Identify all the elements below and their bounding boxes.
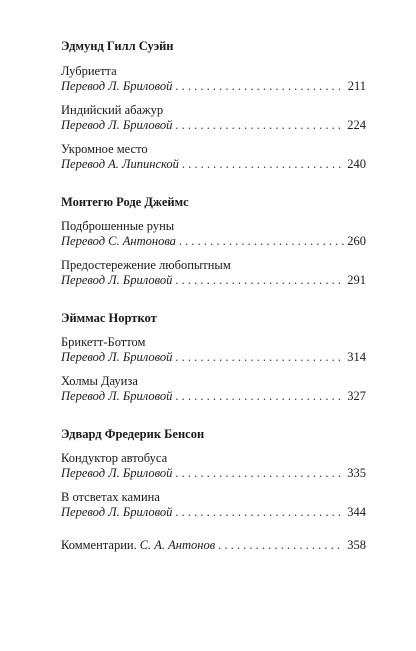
page-number: 291: [347, 273, 366, 287]
dot-leader: [175, 389, 344, 404]
story-title: Предостережение любопытным: [61, 258, 231, 272]
toc-section: [61, 194, 366, 288]
dot-leader: [175, 466, 344, 481]
page-number: 327: [347, 389, 366, 403]
page-number: 335: [347, 466, 366, 480]
toc-entry: [61, 451, 366, 481]
toc-entry: [61, 64, 366, 94]
translator-credit: Перевод Л. Бриловой: [61, 79, 173, 93]
toc-entry: [61, 374, 366, 404]
toc-entry: [61, 142, 366, 172]
translator-line: [61, 79, 366, 94]
dot-leader: [182, 157, 344, 172]
commentary-label: Комментарии.: [61, 538, 137, 552]
dot-leader: [218, 538, 344, 553]
toc-entry: [61, 335, 366, 365]
translator-credit: Перевод Л. Бриловой: [61, 505, 173, 519]
dot-leader: [175, 79, 344, 94]
toc-section: [61, 426, 366, 520]
translator-credit: Перевод С. Антонова: [61, 234, 176, 248]
table-of-contents: [61, 38, 366, 553]
translator-line: [61, 350, 366, 365]
story-title: В отсветах камина: [61, 490, 160, 504]
translator-credit: Перевод Л. Бриловой: [61, 389, 173, 403]
page-number: 211: [347, 79, 366, 93]
translator-credit: Перевод А. Липинской: [61, 157, 179, 171]
dot-leader: [179, 234, 344, 249]
story-title: Укромное место: [61, 142, 148, 156]
translator-line: [61, 118, 366, 133]
author-name: Эдвард Фредерик Бенсон: [61, 427, 205, 441]
translator-line: [61, 466, 366, 481]
page-number: 224: [347, 118, 366, 132]
toc-entry: [61, 490, 366, 520]
story-title: Лубриетта: [61, 64, 117, 78]
dot-leader: [175, 350, 344, 365]
story-title: Кондуктор автобуса: [61, 451, 168, 465]
toc-section: [61, 38, 366, 172]
story-title: Холмы Дауиза: [61, 374, 138, 388]
translator-line: [61, 157, 366, 172]
author-name: Монтегю Роде Джеймс: [61, 195, 189, 209]
story-title: Брикетт-Боттом: [61, 335, 146, 349]
translator-credit: Перевод Л. Бриловой: [61, 350, 173, 364]
translator-line: [61, 273, 366, 288]
toc-entry: [61, 103, 366, 133]
dot-leader: [175, 118, 344, 133]
translator-line: [61, 389, 366, 404]
translator-credit: Перевод Л. Бриловой: [61, 118, 173, 132]
commentary-entry: [61, 538, 366, 553]
translator-line: [61, 505, 366, 520]
page-number: 344: [347, 505, 366, 519]
page-number: 358: [347, 538, 366, 552]
toc-entry: [61, 219, 366, 249]
story-title: Индийский абажур: [61, 103, 164, 117]
toc-section: [61, 310, 366, 404]
page-number: 260: [347, 234, 366, 248]
author-name: Эдмунд Гилл Суэйн: [61, 39, 174, 53]
commentary-author: С. А. Антонов: [139, 538, 216, 552]
translator-credit: Перевод Л. Бриловой: [61, 466, 173, 480]
dot-leader: [175, 273, 344, 288]
story-title: Подброшенные руны: [61, 219, 175, 233]
toc-entry: [61, 258, 366, 288]
translator-credit: Перевод Л. Бриловой: [61, 273, 173, 287]
page-number: 240: [347, 157, 366, 171]
page-number: 314: [347, 350, 366, 364]
translator-line: [61, 234, 366, 249]
dot-leader: [175, 505, 344, 520]
author-name: Эйммас Норткот: [61, 311, 157, 325]
